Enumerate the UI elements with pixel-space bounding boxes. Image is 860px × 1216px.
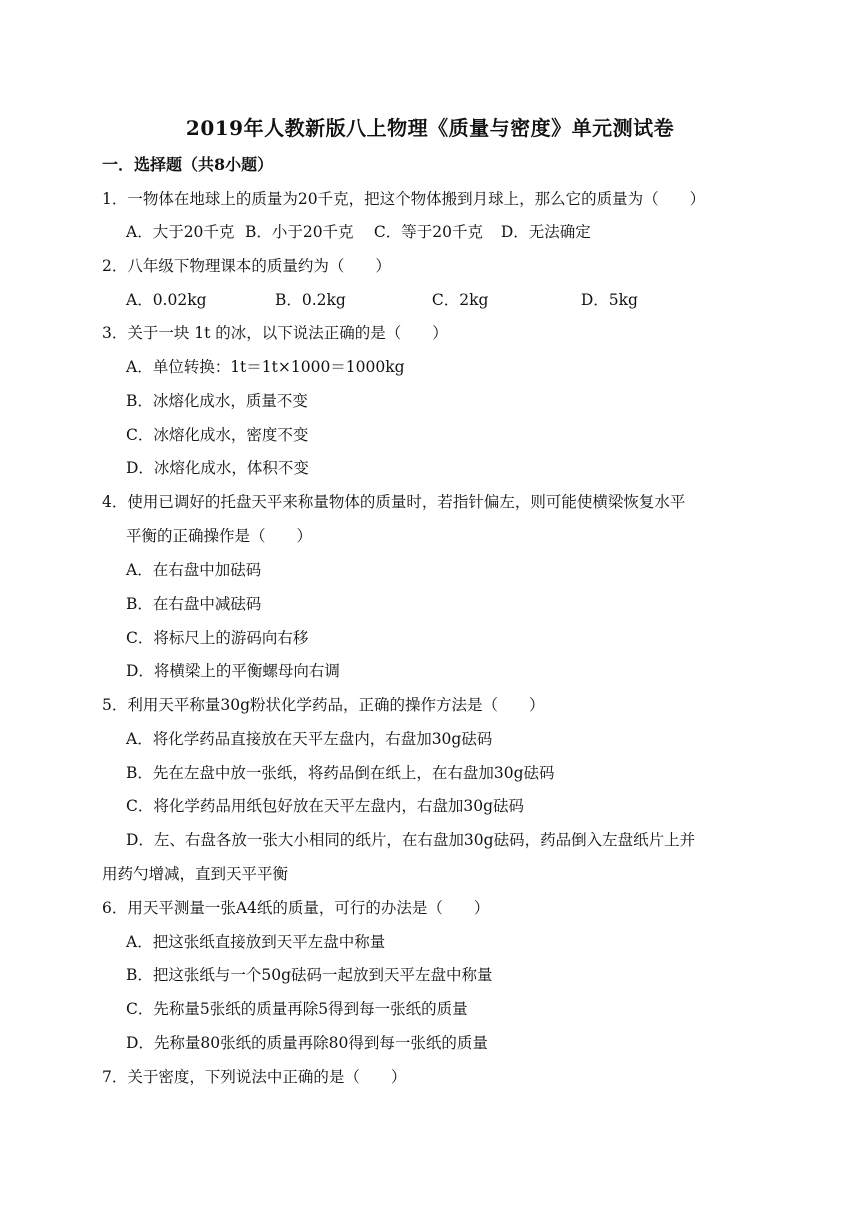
question-1-stem: 1．一物体在地球上的质量为20千克，把这个物体搬到月球上，那么它的质量为（ ） (102, 190, 706, 208)
section-heading: 一．选择题（共8小题） (102, 155, 274, 174)
question-1-options (126, 221, 591, 243)
q5-option-d-line1: D．左、右盘各放一张大小相同的纸片，在右盘加30g砝码，药品倒入左盘纸片上并 (126, 831, 696, 849)
question-7-stem: 7．关于密度，下列说法中正确的是（ ） (102, 1068, 407, 1086)
q5-option-b: B．先在左盘中放一张纸，将药品倒在纸上，在右盘加30g砝码 (126, 764, 555, 782)
q3-option-c: C．冰熔化成水，密度不变 (126, 426, 309, 444)
q6-option-b: B．把这张纸与一个50g砝码一起放到天平左盘中称量 (126, 966, 493, 984)
q5-option-c: C．将化学药品用纸包好放在天平左盘内，右盘加30g砝码 (126, 797, 525, 815)
question-6-stem: 6．用天平测量一张A4纸的质量，可行的办法是（ ） (102, 899, 490, 917)
page-title: 2019年人教新版八上物理《质量与密度》单元测试卷 (185, 116, 675, 140)
question-2-stem: 2．八年级下物理课本的质量约为（ ） (102, 257, 391, 275)
question-4-stem-line2: 平衡的正确操作是（ ） (126, 527, 313, 545)
q1-option-b: B．小于20千克 (244, 223, 354, 241)
question-5-stem: 5．利用天平称量30g粉状化学药品，正确的操作方法是（ ） (102, 696, 545, 714)
q5-option-a: A．将化学药品直接放在天平左盘内，右盘加30g砝码 (126, 730, 493, 748)
q6-option-c: C．先称量5张纸的质量再除5得到每一张纸的质量 (126, 1000, 468, 1018)
q1-option-c: C．等于20千克 (373, 223, 483, 241)
q2-option-a: A．0.02kg (126, 291, 207, 309)
q4-option-b: B．在右盘中减砝码 (126, 595, 262, 613)
q4-option-d: D．将横梁上的平衡螺母向右调 (126, 662, 340, 680)
q3-option-b: B．冰熔化成水，质量不变 (126, 392, 308, 410)
q3-option-d: D．冰熔化成水，体积不变 (126, 459, 309, 477)
question-3-stem: 3．关于一块 1t 的冰，以下说法正确的是（ ） (102, 324, 448, 342)
q2-option-d: D．5kg (580, 291, 638, 309)
question-2-options (126, 289, 638, 311)
q6-option-d: D．先称量80张纸的质量再除80得到每一张纸的质量 (126, 1034, 488, 1052)
q6-option-a: A．把这张纸直接放到天平左盘中称量 (126, 933, 386, 951)
q1-option-a: A．大于20千克 (126, 223, 235, 241)
q1-option-d: D．无法确定 (500, 223, 591, 241)
q4-option-c: C．将标尺上的游码向右移 (126, 629, 309, 647)
q2-option-b: B．0.2kg (274, 291, 346, 309)
question-4-stem-line1: 4．使用已调好的托盘天平来称量物体的质量时，若指针偏左，则可能使横梁恢复水平 (102, 493, 686, 511)
q4-option-a: A．在右盘中加砝码 (126, 561, 262, 579)
q5-option-d-line2: 用药勺增减，直到天平平衡 (102, 865, 289, 883)
q3-option-a: A．单位转换：1t＝1t×1000＝1000kg (126, 358, 405, 376)
q2-option-c: C．2kg (431, 291, 489, 309)
